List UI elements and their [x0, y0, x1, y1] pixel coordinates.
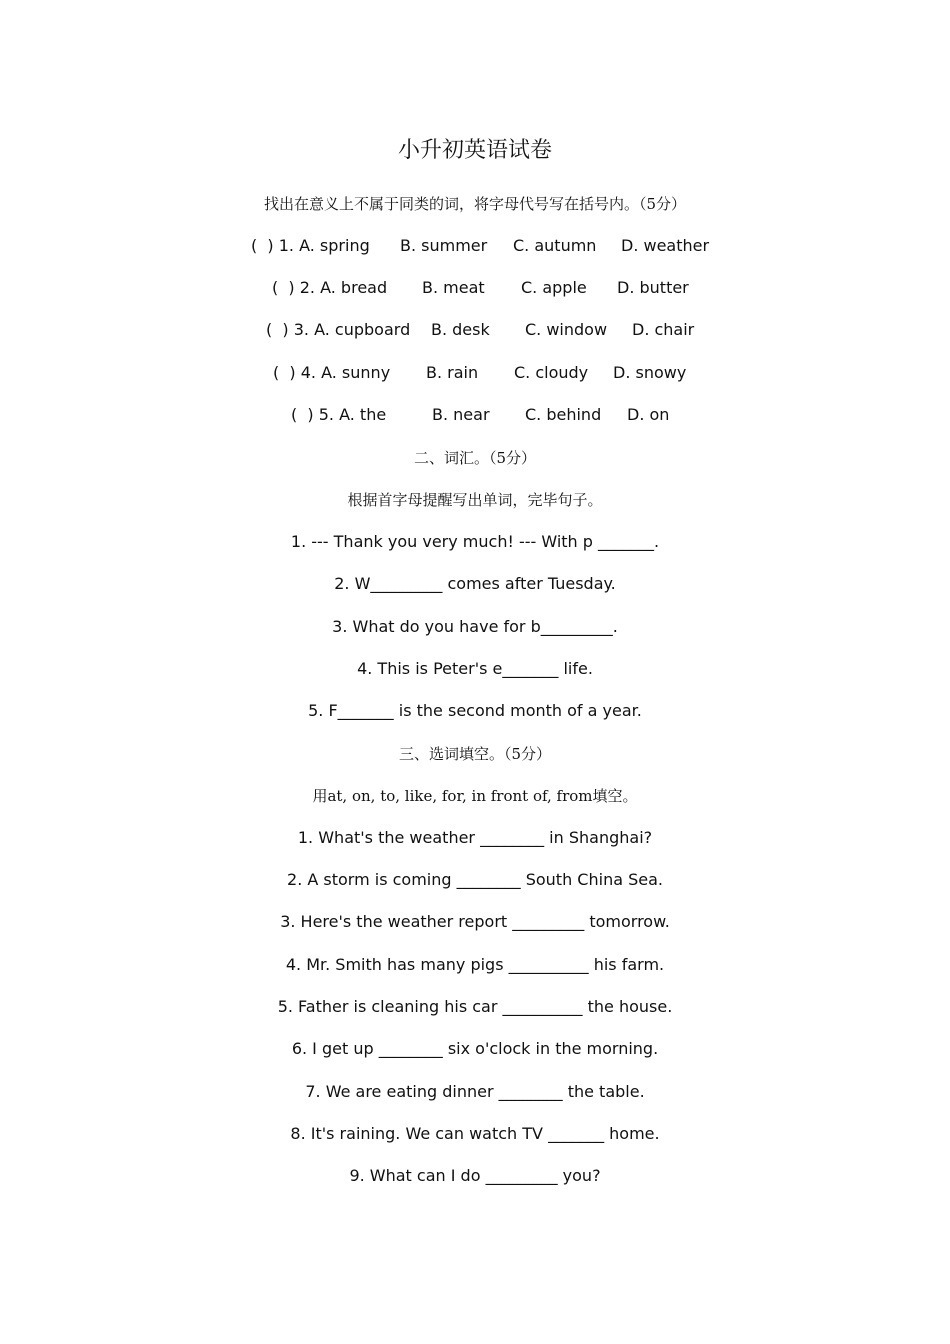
fill-question-1: 1. What's the weather ________ in Shanghai?: [297, 828, 653, 847]
fill-question-3: 3. Here's the weather report _________ tomorrow.: [280, 912, 670, 931]
section1-instruction: 找出在意义上不属于同类的词，将字母代号写在括号内。（5分）: [263, 195, 687, 213]
choice-question-2: [0, 278, 950, 298]
option-b: B. meat: [422, 278, 485, 297]
question-stem: ( ) 5. A. the: [291, 405, 387, 424]
vocab-question-1: 1. --- Thank you very much! --- With p _______.: [290, 532, 660, 551]
option-b: B. desk: [431, 320, 490, 339]
question-stem: ( ) 4. A. sunny: [273, 363, 391, 382]
choice-question-4: [0, 363, 950, 383]
fill-question-2: 2. A storm is coming ________ South China Sea.: [287, 870, 663, 889]
choice-question-5: [0, 405, 950, 425]
option-c: C. window: [525, 320, 608, 339]
option-c: C. autumn: [513, 236, 597, 255]
option-d: D. weather: [621, 236, 710, 255]
option-b: B. near: [432, 405, 490, 424]
fill-question-8: 8. It's raining. We can watch TV _______ home.: [290, 1124, 660, 1143]
fill-question-7: 7. We are eating dinner ________ the table.: [305, 1082, 645, 1101]
choice-question-3: [0, 320, 950, 340]
option-c: C. behind: [525, 405, 602, 424]
question-stem: ( ) 2. A. bread: [272, 278, 388, 297]
option-d: D. on: [627, 405, 670, 424]
fill-question-9: 9. What can I do _________ you?: [349, 1166, 601, 1185]
option-b: B. rain: [426, 363, 479, 382]
fill-question-4: 4. Mr. Smith has many pigs __________ his farm.: [285, 955, 665, 974]
section2-heading: 二、词汇。（5分）: [413, 449, 537, 467]
section3-heading: 三、选词填空。（5分）: [398, 745, 552, 763]
option-c: C. apple: [521, 278, 587, 297]
section3-instruction: 用at, on, to, like, for, in front of, from填空。: [312, 787, 638, 805]
option-b: B. summer: [400, 236, 488, 255]
vocab-question-5: 5. F_______ is the second month of a year.: [308, 701, 642, 720]
option-d: D. chair: [632, 320, 695, 339]
choice-question-1: [0, 236, 950, 256]
option-d: D. snowy: [613, 363, 687, 382]
option-c: C. cloudy: [514, 363, 589, 382]
vocab-question-4: 4. This is Peter's e_______ life.: [357, 659, 593, 678]
question-stem: ( ) 3. A. cupboard: [266, 320, 411, 339]
question-stem: ( ) 1. A. spring: [251, 236, 370, 255]
page-title: 小升初英语试卷: [397, 138, 552, 163]
section2-instruction: 根据首字母提醒写出单词，完毕句子。: [347, 491, 603, 509]
fill-question-5: 5. Father is cleaning his car __________ the house.: [277, 997, 673, 1016]
fill-question-6: 6. I get up ________ six o'clock in the morning.: [291, 1039, 659, 1058]
vocab-question-2: 2. W_________ comes after Tuesday.: [334, 574, 616, 593]
vocab-question-3: 3. What do you have for b_________.: [332, 617, 618, 636]
option-d: D. butter: [617, 278, 689, 297]
